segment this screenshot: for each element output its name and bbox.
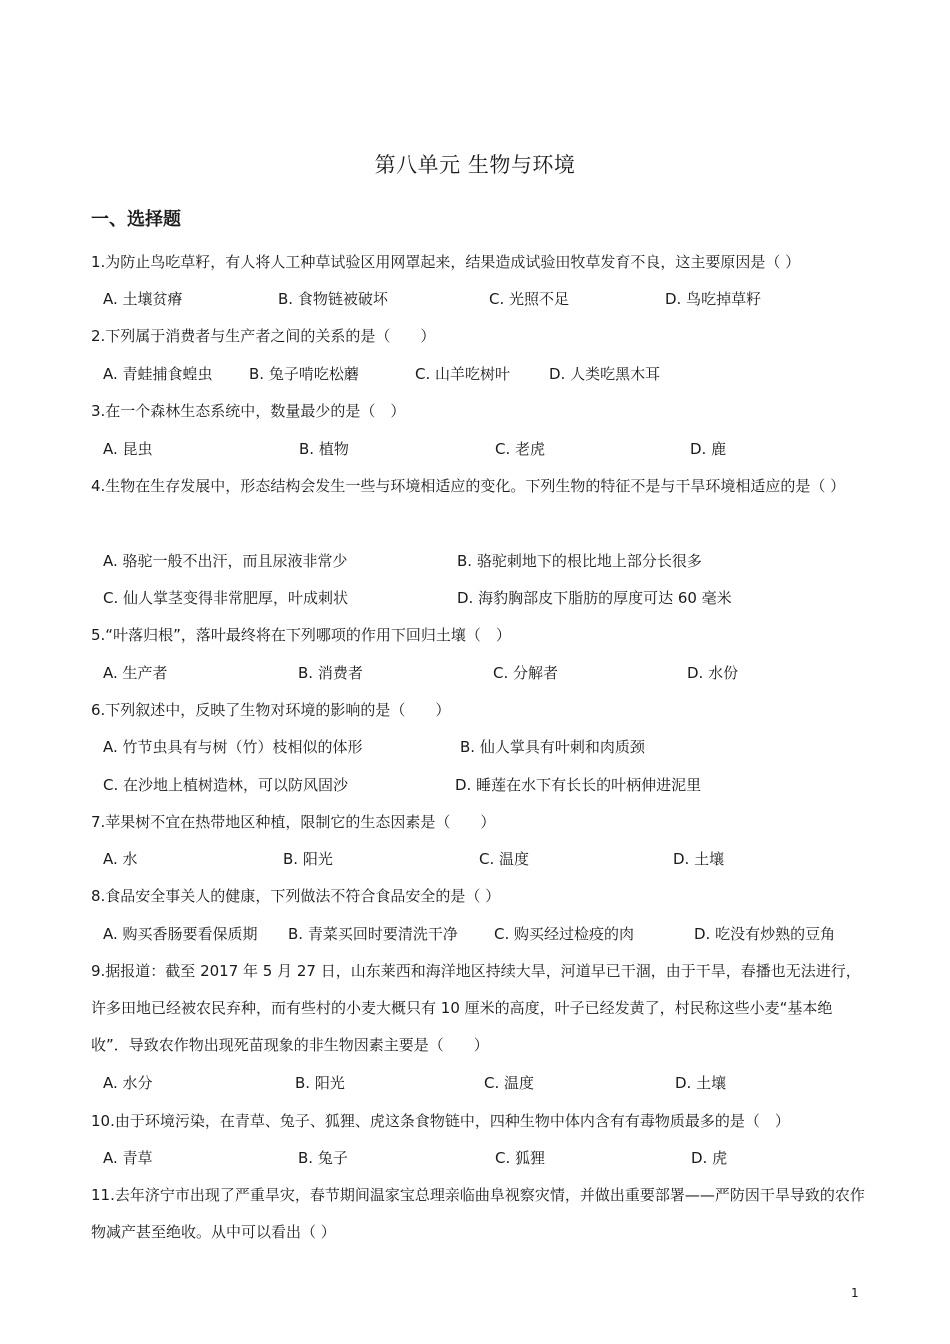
option-a: A. 水: [103, 850, 138, 868]
option-d: D. 土壤: [675, 1074, 727, 1092]
options-row: [103, 431, 863, 468]
option-b: B. 骆驼刺地下的根比地上部分长很多: [457, 552, 702, 570]
question-5: 5.“叶落归根”，落叶最终将在下列哪项的作用下回归土壤（ ）: [91, 626, 511, 644]
option-c: C. 山羊吃树叶: [415, 365, 511, 383]
option-a: A. 生产者: [103, 664, 168, 682]
options-row: [103, 543, 863, 580]
question-2: 2.下列属于消费者与生产者之间的关系的是（ ）: [91, 327, 436, 345]
option-d: D. 睡莲在水下有长长的叶柄伸进泥里: [455, 776, 702, 794]
option-d: D. 人类吃黑木耳: [549, 365, 661, 383]
question-4: 4.生物在生存发展中，形态结构会发生一些与环境相适应的变化。下列生物的特征不是与干旱环境相适应的是（ ）: [91, 477, 846, 495]
option-c: C. 在沙地上植树造林，可以防风固沙: [103, 776, 349, 794]
section-heading: 一、选择题: [91, 209, 181, 230]
option-b: B. 食物链被破坏: [278, 290, 388, 308]
option-b: B. 阳光: [283, 850, 333, 868]
option-a: A. 青草: [103, 1149, 153, 1167]
option-a: A. 青蛙捕食蝗虫: [103, 365, 213, 383]
question-3: 3.在一个森林生态系统中，数量最少的是（ ）: [91, 402, 406, 420]
options-row: [103, 580, 863, 617]
options-row: [103, 655, 863, 692]
option-c: C. 温度: [479, 850, 530, 868]
option-a: A. 昆虫: [103, 440, 153, 458]
option-c: C. 温度: [484, 1074, 535, 1092]
option-d: D. 海豹胸部皮下脂肪的厚度可达 60 毫米: [457, 589, 732, 607]
options-row: [103, 767, 863, 804]
options-row: [103, 1140, 863, 1177]
option-d: D. 鹿: [690, 440, 727, 458]
option-b: B. 青菜买回时要清洗干净: [288, 925, 458, 943]
option-d: D. 水份: [687, 664, 739, 682]
question-11: 11.去年济宁市出现了严重旱灾，春节期间温家宝总理亲临曲阜视察灾情，并做出重要部署——严防因干旱导致的农作物减产甚至绝收。从中可以看出（ ）: [91, 1186, 865, 1241]
option-b: B. 消费者: [298, 664, 363, 682]
option-d: D. 土壤: [673, 850, 725, 868]
options-row: [103, 841, 863, 878]
option-b: B. 阳光: [295, 1074, 345, 1092]
option-a: A. 土壤贫瘠: [103, 290, 183, 308]
question-9: 9.据报道：截至 2017 年 5 月 27 日，山东莱西和海洋地区持续大旱，河道早已干涸，由于干旱，春播也无法进行，许多田地已经被农民弃种，而有些村的小麦大概只有 10 厘米的高度，叶子已经发黄了，村民称这些小麦“基本绝收”．导致农作物出现死苗现象的非生物因素主要是（ ）: [91, 962, 861, 1054]
question-8: 8.食品安全事关人的健康，下列做法不符合食品安全的是（ ）: [91, 887, 501, 905]
options-row: [103, 916, 863, 953]
question-7: 7.苹果树不宜在热带地区种植，限制它的生态因素是（ ）: [91, 813, 496, 831]
option-a: A. 水分: [103, 1074, 153, 1092]
option-c: C. 狐狸: [495, 1149, 546, 1167]
option-a: A. 购买香肠要看保质期: [103, 925, 258, 943]
page-title: 第八单元 生物与环境: [374, 153, 576, 177]
page-number: 1: [851, 1286, 859, 1300]
question-1: 1.为防止鸟吃草籽，有人将人工种草试验区用网罩起来，结果造成试验田牧草发育不良，这主要原因是（ ）: [91, 253, 801, 271]
option-a: A. 骆驼一般不出汗，而且尿液非常少: [103, 552, 348, 570]
options-row: [103, 356, 863, 393]
options-row: [103, 281, 863, 318]
option-c: C. 老虎: [495, 440, 546, 458]
option-c: C. 分解者: [493, 664, 559, 682]
option-d: D. 虎: [691, 1149, 728, 1167]
option-c: C. 购买经过检疫的肉: [494, 925, 635, 943]
option-c: C. 仙人掌茎变得非常肥厚，叶成刺状: [103, 589, 349, 607]
options-row: [103, 1065, 863, 1102]
option-c: C. 光照不足: [489, 290, 570, 308]
option-d: D. 吃没有炒熟的豆角: [694, 925, 836, 943]
option-b: B. 兔子: [298, 1149, 348, 1167]
option-b: B. 仙人掌具有叶刺和肉质颈: [460, 738, 645, 756]
option-b: B. 植物: [299, 440, 349, 458]
option-d: D. 鸟吃掉草籽: [665, 290, 762, 308]
options-row: [103, 729, 863, 766]
question-10: 10.由于环境污染，在青草、兔子、狐狸、虎这条食物链中，四种生物中体内含有有毒物质最多的是（ ）: [91, 1112, 790, 1130]
question-6: 6.下列叙述中，反映了生物对环境的影响的是（ ）: [91, 701, 451, 719]
option-a: A. 竹节虫具有与树（竹）枝相似的体形: [103, 738, 363, 756]
option-b: B. 兔子啃吃松蘑: [249, 365, 359, 383]
